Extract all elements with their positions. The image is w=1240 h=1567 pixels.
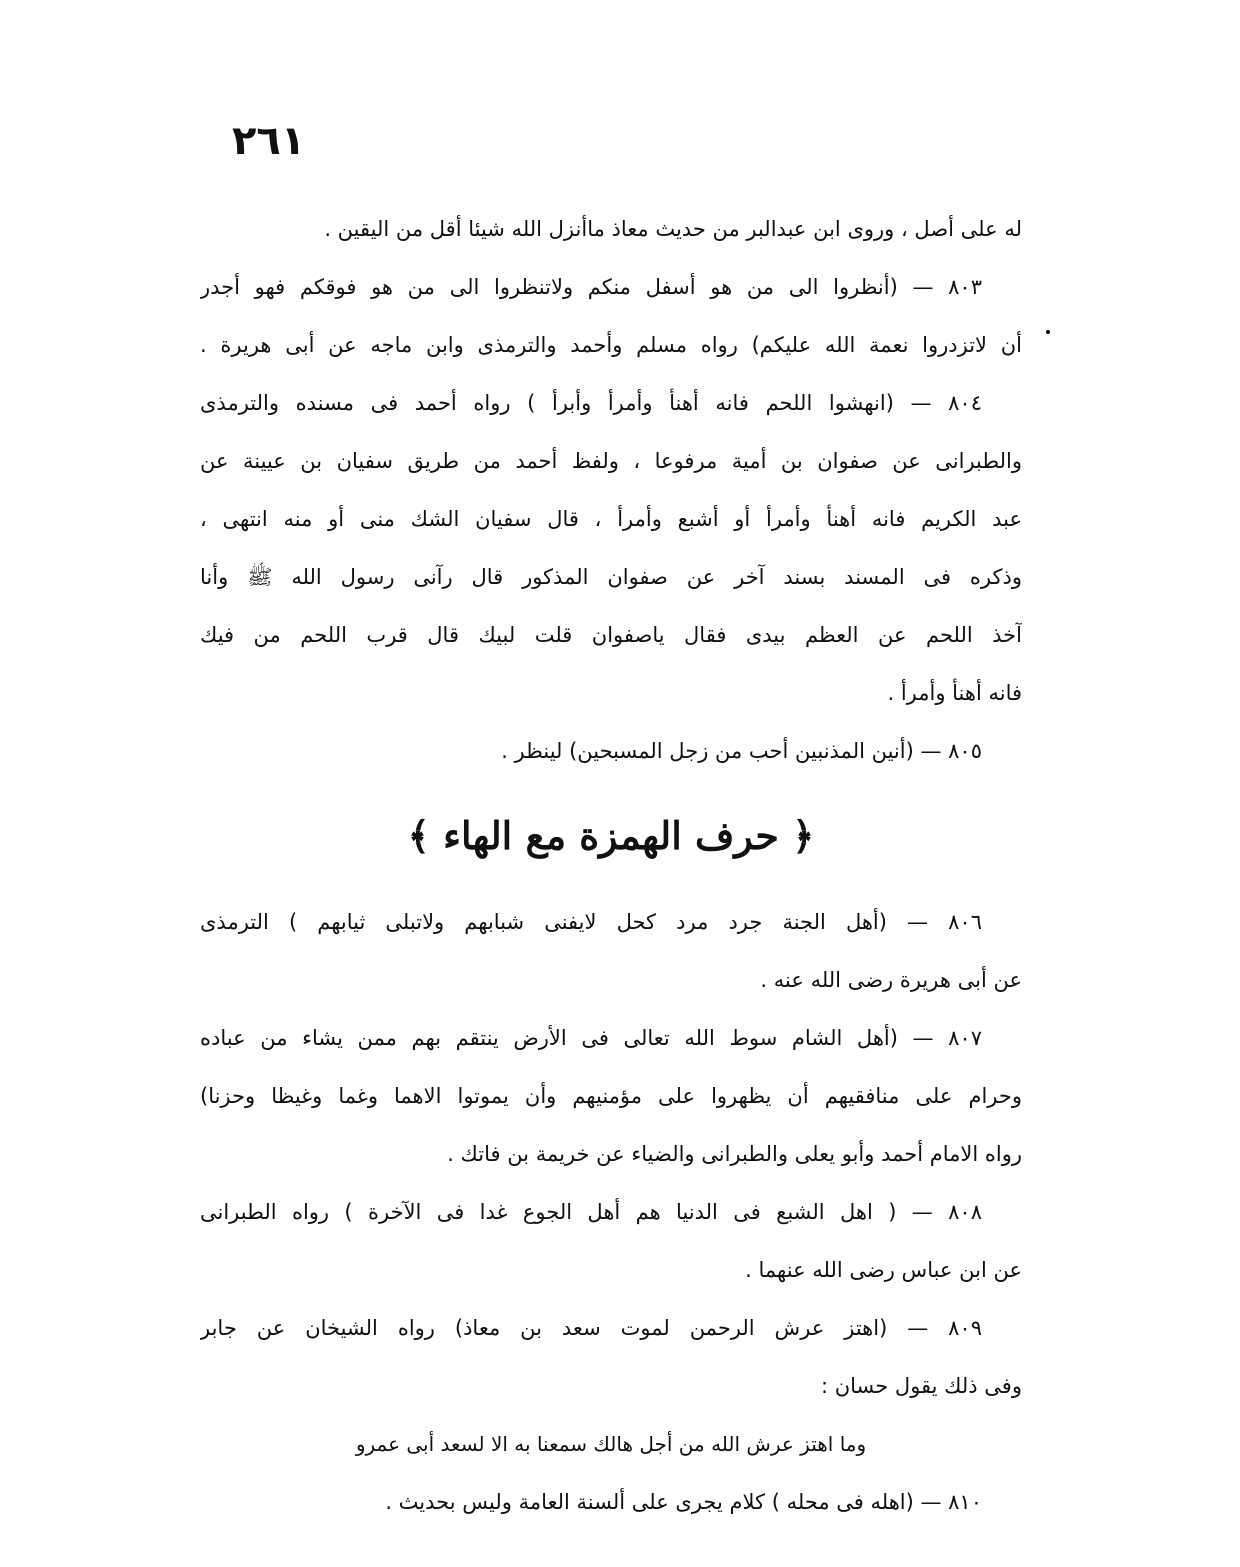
text-line: ٨٠٦ — (أهل الجنة جرد مرد كحل لايفنى شبابهم ولاتبلى ثيابهم ) الترمذى	[200, 910, 982, 934]
section-title: ﴿ حرف الهمزة مع الهاء ﴾	[407, 813, 815, 858]
text-line: ٨٠٨ — ( اهل الشبع فى الدنيا هم أهل الجوع غدا فى الآخرة ) رواه الطبرانى	[200, 1200, 982, 1224]
text-line: والطبرانى عن صفوان بن أمية مرفوعا ، ولفظ أحمد من طريق سفيان بن عيينة عن	[200, 449, 1022, 473]
text-line: ٨٠٥ — (أنين المذنبين أحب من زجل المسبحين) لينظر .	[501, 739, 982, 763]
text-block-upper	[200, 200, 1022, 780]
text-line: عبد الكريم فانه أهنأ وأمرأ أو أشبع وأمرأ ، قال سفيان الشك منى أو منه انتهى ،	[200, 507, 1022, 531]
text-line: أن لاتزدروا نعمة الله عليكم) رواه مسلم وأحمد والترمذى وابن ماجه عن أبى هريرة .	[200, 333, 1022, 357]
text-line: ٨٠٩ — (اهتز عرش الرحمن لموت سعد بن معاذ) رواه الشيخان عن جابر	[200, 1316, 982, 1340]
text-line: ٨٠٣ — (أنظروا الى من هو أسفل منكم ولاتنظروا الى من هو فوقكم فهو أجدر	[200, 275, 982, 299]
text-line: آخذ اللحم عن العظم بيدى فقال ياصفوان قلت لبيك قال قرب اللحم من فيك	[200, 623, 1022, 647]
text-line: عن ابن عباس رضى الله عنهما .	[745, 1258, 1022, 1282]
page-number: ٢٦١	[232, 118, 306, 164]
text-line: عن أبى هريرة رضى الله عنه .	[760, 968, 1022, 992]
text-line: ٨٠٤ — (انهشوا اللحم فانه أهنأ وأمرأ وأبرأ ) رواه أحمد فى مسنده والترمذى	[200, 391, 982, 415]
text-line: له على أصل ، وروى ابن عبدالبر من حديث معاذ ماأنزل الله شيئا أقل من اليقين .	[324, 217, 1022, 241]
text-line: ٨١٠ — (اهله فى محله ) كلام يجرى على ألسنة العامة وليس بحديث .	[385, 1490, 982, 1514]
stray-ink-mark	[1046, 330, 1050, 334]
text-block-lower	[200, 893, 1022, 1531]
text-line: وحرام على منافقيهم أن يظهروا على مؤمنيهم وأن يموتوا الاهما وغما وغيظا وحزنا)	[200, 1084, 1022, 1108]
text-line: ٨٠٧ — (أهل الشام سوط الله تعالى فى الأرض ينتقم بهم ممن يشاء من عباده	[200, 1026, 982, 1050]
text-line: وذكره فى المسند بسند آخر عن صفوان المذكور قال رآنى رسول الله ﷺ وأنا	[200, 565, 1022, 589]
text-line: وفى ذلك يقول حسان :	[820, 1374, 1022, 1398]
text-line: رواه الامام أحمد وأبو يعلى والطبرانى والضياء عن خريمة بن فاتك .	[447, 1142, 1022, 1166]
text-line: فانه أهنأ وأمرأ .	[887, 681, 1022, 705]
text-line: وما اهتز عرش الله من أجل هالك سمعنا به الا لسعد أبى عمرو	[355, 1432, 867, 1456]
